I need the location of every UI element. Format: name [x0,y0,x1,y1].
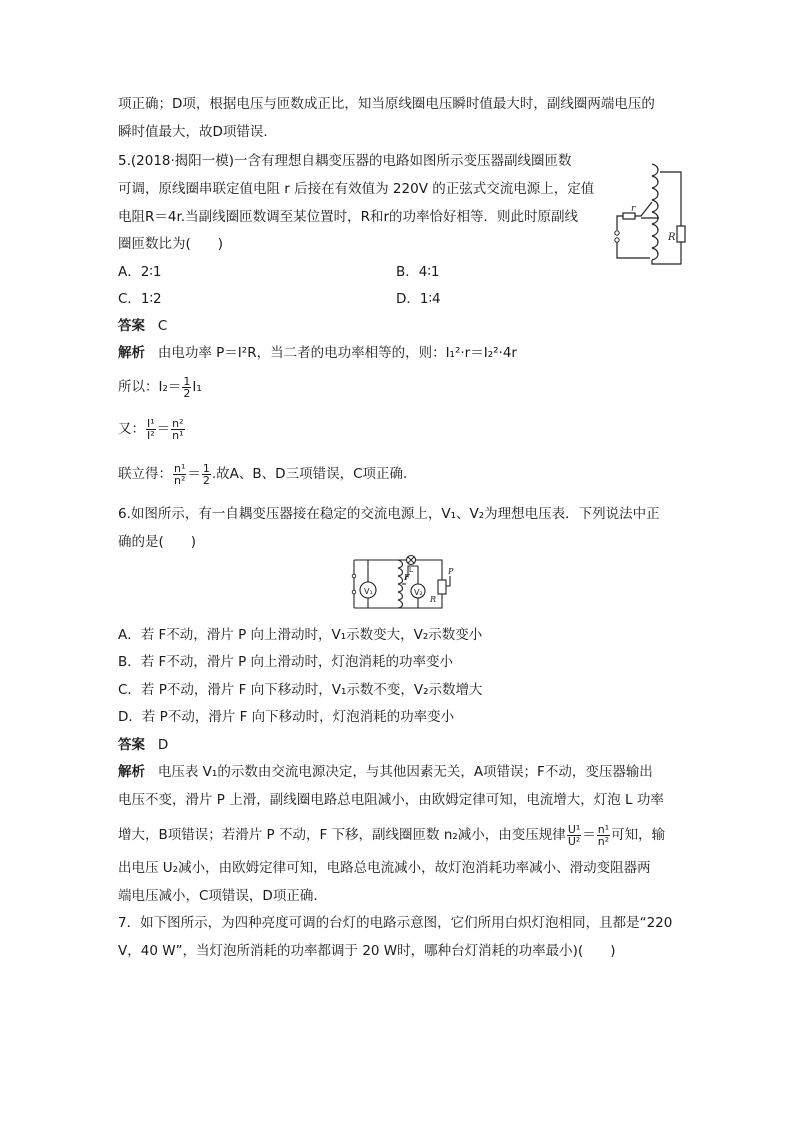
q6-option-d[interactable]: D．若 P不动，滑片 F 向下移动时，灯泡消耗的功率变小 [118,709,455,725]
label-v1: V₁ [364,587,373,596]
q6-analysis [118,762,653,782]
q5-option-c[interactable]: C．1∶2 [118,291,162,307]
q6-analysis-line: 电压不变，滑片 P 上滑，副线圈电路总电阻减小，由欧姆定律可知，电流增大，灯泡 L 功率 [118,792,664,808]
fraction: $\frac{\text{n¹}}{\text{n²}}$ [174,461,186,487]
q5-option-d[interactable]: D．1∶4 [396,291,441,307]
analysis-label: 解析 [118,764,145,780]
q5-option-b[interactable]: B．4∶1 [396,264,440,280]
fraction: $\frac{\text{n²}}{\text{n¹}}$ [172,416,184,442]
fraction: $\frac{1}{2}$ [183,374,191,400]
q6-stem-line: 确的是( ) [118,534,197,550]
terminal-icon [352,574,356,578]
fraction: $\frac{\text{I¹}}{\text{I²}}$ [147,416,155,442]
analysis-text: 电压表 V₁的示数由交流电源决定，与其他因素无关，A项错误；F不动，变压器输出 [157,764,653,780]
q7-stem-line: 7．如下图所示，为四种亮度可调的台灯的电路示意图，它们所用白炽灯泡相同，且都是“220 [118,915,673,931]
ac-terminal-icon [615,238,619,242]
q6-analysis-line: 端电压减小，C项错误，D项正确. [118,888,318,904]
q6-analysis-line: 增大，B项错误；若滑片 P 不动，F 下移，副线圈匝数 n₂减小，由变压规律 $\frac{\text{U¹}}{\text{U²}}$ ＝ $\frac{\text{n¹}}{\text{n²}}$ 可知，输 [118,822,666,848]
q5-stem-line: 可调，原线圈串联定值电阻 r 后接在有效值为 220V 的正弦式交流电源上，定值 [118,181,595,197]
resistor-R [677,226,685,242]
q5-analysis [118,343,517,363]
autotransformer-coil [398,560,403,608]
label-f: F [404,573,410,582]
label-r: r [631,204,636,214]
q5-again-line: 又： $\frac{\text{I¹}}{\text{I²}}$ ＝ $\frac{\text{n²}}{\text{n¹}}$ [118,416,184,442]
analysis-label: 解析 [118,345,145,361]
again-prefix: 又： [118,421,145,437]
fraction: $\frac{1}{2}$ [202,461,210,487]
q5-stem-line: 电阻R＝4r.当副线圈匝数调至某位置时，R和r的功率恰好相等．则此时原副线 [118,209,579,225]
text-line: 项正确；D项，根据电压与匝数成正比，知当原线圈电压瞬时值最大时，副线圈两端电压的 [118,96,655,112]
q5-answer [118,316,167,336]
q5-combine-line: 联立得： $\frac{\text{n¹}}{\text{n²}}$ ＝ $\frac{1}{2}$ .故A、B、D三项错误，C项正确. [118,461,408,487]
so-suffix: I₁ [192,379,202,395]
analysis-text: 由电功率 P＝I²R，当二者的电功率相等的，则：I₁²·r＝I₂²·4r [157,345,517,361]
q7-stem-line: V，40 W”，当灯泡所消耗的功率都调于 20 W时，哪种台灯消耗的功率最小)( ) [118,943,616,959]
q6-stem-line: 6.如图所示，有一自耦变压器接在稳定的交流电源上，V₁、V₂为理想电压表．下列说法中正 [118,506,660,522]
q6-analysis-line: 出电压 U₂减小，由欧姆定律可知，电路总电流减小，故灯泡消耗功率减小、滑动变阻器两 [118,860,651,876]
text-line: 瞬时值最大，故D项错误. [118,124,268,140]
terminal-icon [352,590,356,594]
ac-terminal-icon [615,231,619,235]
so-prefix: 所以：I₂＝ [118,379,182,395]
label-R: R [668,232,676,243]
q6-option-b[interactable]: B．若 F不动，滑片 P 向上滑动时，灯泡消耗的功率变小 [118,654,454,670]
q5-circuit-diagram [605,160,690,268]
rheostat-R [438,580,446,594]
answer-label: 答案 [118,318,145,334]
label-l: L [409,566,413,574]
fraction: $\frac{\text{U¹}}{\text{U²}}$ [567,822,581,848]
q6-option-a[interactable]: A．若 F不动，滑片 P 向上滑动时，V₁示数变大，V₂示数变小 [118,627,483,643]
label-v2: V₂ [414,588,423,597]
fraction: $\frac{\text{n¹}}{\text{n²}}$ [597,822,610,848]
combine-suffix: .故A、B、D三项错误，C项正确. [211,466,408,482]
q5-stem-line: 5.(2018·揭阳一模)一含有理想自耦变压器的电路如图所示变压器副线圈匝数 [118,153,572,169]
q5-option-a[interactable]: A．2∶1 [118,264,162,280]
label-p: P [448,567,454,576]
q6-option-c[interactable]: C．若 P不动，滑片 F 向下移动时，V₁示数不变，V₂示数增大 [118,682,483,698]
q6-answer [118,735,168,755]
q6-circuit-diagram [346,552,456,614]
answer-label: 答案 [118,737,145,753]
answer-value: C [157,318,168,334]
q5-so-line [118,373,202,401]
combine-prefix: 联立得： [118,466,172,482]
transformer-coil [652,164,658,260]
label-r: R [430,595,437,604]
answer-value: D [157,737,169,753]
q5-stem-line: 圈匝数比为( ) [118,236,224,252]
